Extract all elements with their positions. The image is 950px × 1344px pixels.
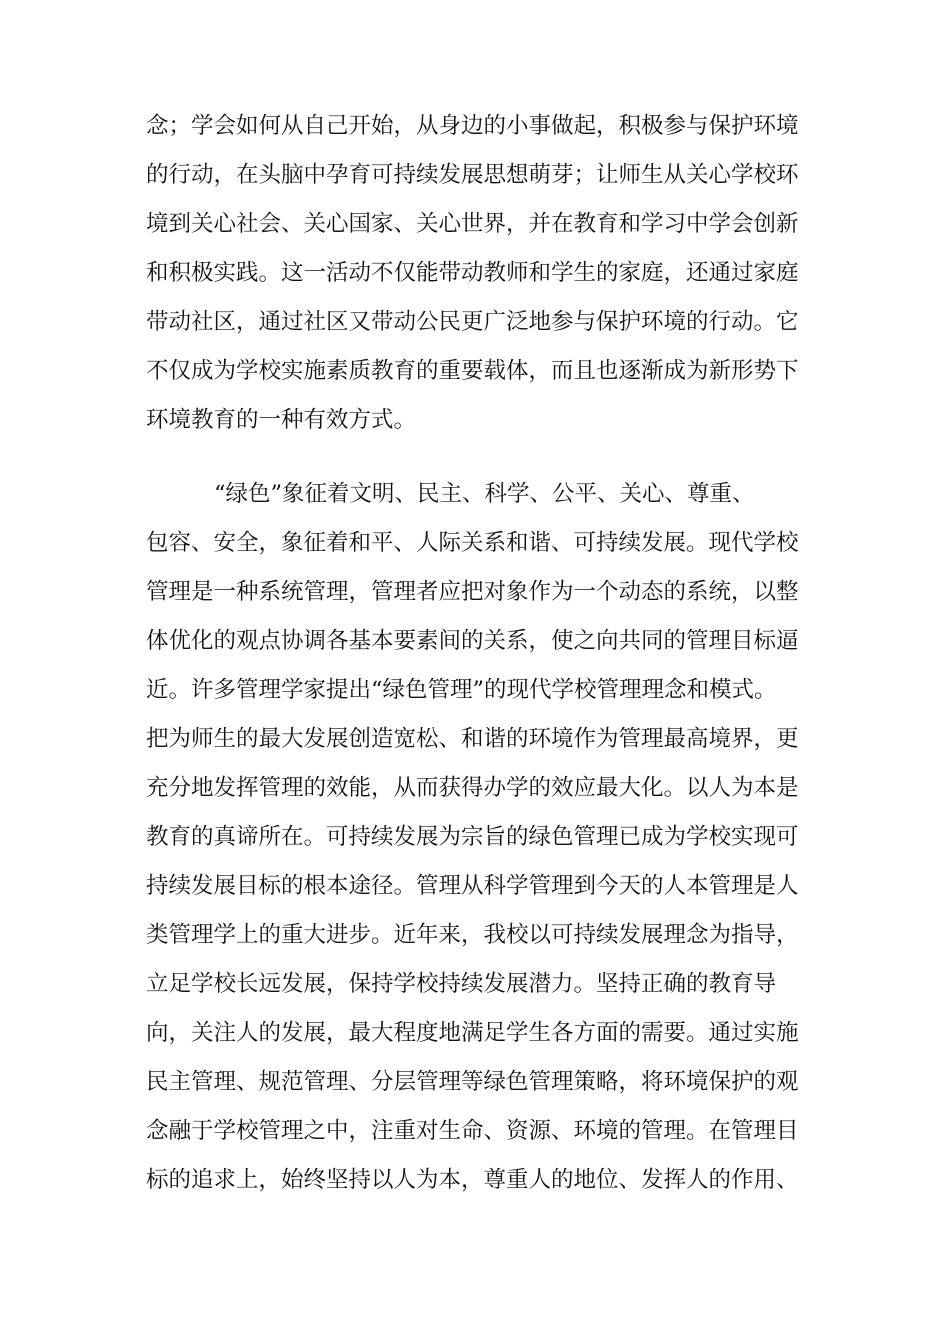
paragraph-2-line-13: 民主管理、规范管理、分层管理等绿色管理策略，将环境保护的观: [146, 1069, 799, 1095]
paragraph-2-line-3: 管理是一种系统管理，管理者应把对象作为一个动态的系统，以整: [146, 579, 799, 605]
paragraph-2-line-7: 充分地发挥管理的效能，从而获得办学的效应最大化。以人为本是: [146, 775, 799, 801]
paragraph-2-line-14: 念融于学校管理之中，注重对生命、资源、环境的管理。在管理目: [146, 1118, 799, 1144]
paragraph-2-line-12: 向，关注人的发展，最大程度地满足学生各方面的需要。通过实施: [146, 1020, 799, 1046]
paragraph-2-line-1: “绿色”象征着文明、民主、科学、公平、关心、尊重、: [214, 481, 755, 507]
paragraph-1-line-6: 不仅成为学校实施素质教育的重要载体，而且也逐渐成为新形势下: [146, 358, 799, 384]
paragraph-1-line-1: 念；学会如何从自己开始，从身边的小事做起，积极参与保护环境: [146, 113, 799, 139]
paragraph-1-line-7: 环境教育的一种有效方式。: [146, 407, 417, 433]
paragraph-1-line-2: 的行动，在头脑中孕育可持续发展思想萌芽；让师生从关心学校环: [146, 162, 799, 188]
paragraph-2-line-6: 把为师生的最大发展创造宽松、和谐的环境作为管理最高境界，更: [146, 726, 799, 752]
paragraph-2-line-11: 立足学校长远发展，保持学校持续发展潜力。坚持正确的教育导: [146, 971, 777, 997]
paragraph-2-line-8: 教育的真谛所在。可持续发展为宗旨的绿色管理已成为学校实现可: [146, 824, 799, 850]
paragraph-2-line-2: 包容、安全，象征着和平、人际关系和谐、可持续发展。现代学校: [146, 530, 799, 556]
paragraph-2-line-5: 近。许多管理学家提出“绿色管理”的现代学校管理理念和模式。: [146, 677, 777, 703]
paragraph-1-line-4: 和积极实践。这一活动不仅能带动教师和学生的家庭，还通过家庭: [146, 260, 799, 286]
paragraph-2-line-15: 标的追求上，始终坚持以人为本，尊重人的地位、发挥人的作用、: [146, 1167, 799, 1193]
paragraph-2-line-9: 持续发展目标的根本途径。管理从科学管理到今天的人本管理是人: [146, 873, 799, 899]
paragraph-1-line-5: 带动社区，通过社区又带动公民更广泛地参与保护环境的行动。它: [146, 309, 799, 335]
paragraph-1-line-3: 境到关心社会、关心国家、关心世界，并在教育和学习中学会创新: [146, 211, 799, 237]
paragraph-2-line-4: 体优化的观点协调各基本要素间的关系，使之向共同的管理目标逼: [146, 628, 799, 654]
paragraph-2-line-10: 类管理学上的重大进步。近年来，我校以可持续发展理念为指导，: [146, 922, 799, 948]
